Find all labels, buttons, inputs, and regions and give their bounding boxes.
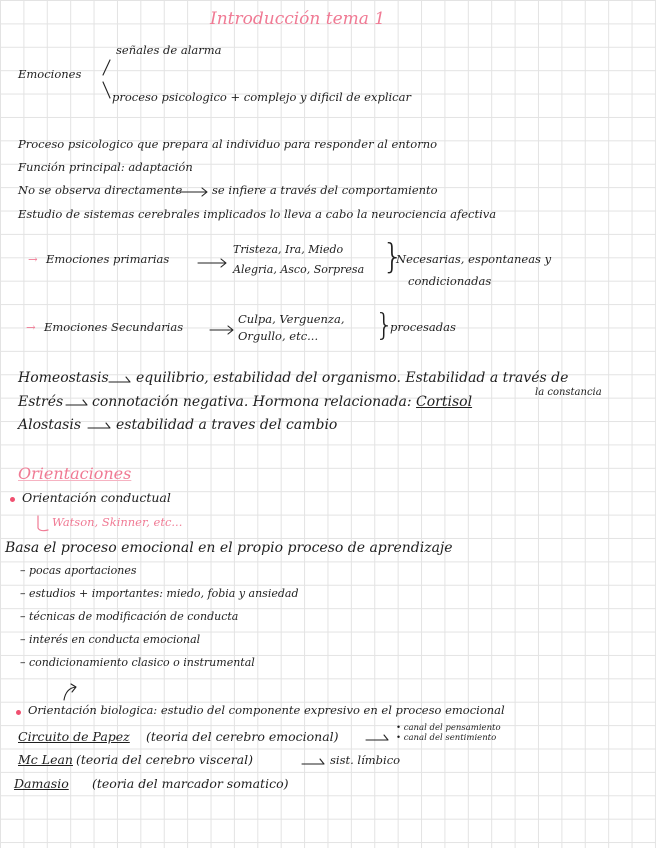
secundarias-label: Emociones Secundarias — [44, 320, 184, 334]
list-item-text: interés en conducta emocional — [29, 633, 201, 646]
list-item: – técnicas de modificación de conducta — [20, 610, 239, 623]
homeostasis-note: la constancia — [535, 387, 602, 398]
homeostasis-term: Homeostasis — [18, 370, 109, 386]
secundarias-row1: Culpa, Verguenza, — [238, 312, 345, 326]
list-item-text: condicionamiento clasico o instrumental — [29, 656, 255, 669]
primarias-note1: Necesarias, espontaneas y — [396, 252, 552, 266]
canal-item: • canal del sentimiento — [396, 733, 497, 743]
list-item-text: pocas aportaciones — [29, 564, 137, 577]
conductual-summary: Basa el proceso emocional en el propio proceso de aprendizaje — [5, 540, 453, 556]
arrow-icon — [88, 423, 110, 428]
arrow-icon: → — [26, 320, 36, 334]
primarias-row1: Tristeza, Ira, Miedo — [233, 243, 344, 256]
list-item: – pocas aportaciones — [20, 564, 137, 577]
maclean-desc: (teoria del cerebro visceral) — [76, 752, 254, 767]
secundarias-note: procesadas — [390, 320, 456, 334]
primarias-row2: Alegria, Asco, Sorpresa — [233, 263, 365, 276]
curve-arrow-icon — [64, 684, 76, 700]
conductual-authors: Watson, Skinner, etc... — [52, 515, 183, 529]
primarias-label: Emociones primarias — [46, 252, 170, 266]
definition-line: Proceso psicologico que prepara al individuo para responder al entorno — [18, 137, 438, 151]
study-line: Estudio de sistemas cerebrales implicados lo lleva a cabo la neurociencia afectiva — [18, 207, 497, 221]
arrow-icon — [109, 377, 130, 382]
arrow-icon: → — [28, 252, 38, 266]
emociones-branch-bottom: proceso psicologico + complejo y dificil de explicar — [112, 90, 411, 104]
alostasis-term: Alostasis — [18, 417, 82, 433]
emociones-branch-top: señales de alarma — [116, 43, 222, 57]
conductual-heading: Orientación conductual — [22, 490, 171, 505]
list-item: – estudios + importantes: miedo, fobia y ansiedad — [20, 587, 299, 600]
arrow-icon — [366, 735, 388, 740]
function-line: Función principal: adaptación — [18, 160, 193, 174]
papez-desc: (teoria del cerebro emocional) — [146, 729, 339, 744]
biologica-heading: Orientación biologica: estudio del componente expresivo en el proceso emocional — [28, 703, 505, 717]
damasio-desc: (teoria del marcador somatico) — [92, 776, 289, 791]
estres-hormone: Cortisol — [416, 394, 473, 410]
hook-arrow-icon — [38, 516, 48, 531]
arrow-icon — [302, 759, 324, 764]
arrow-icon — [198, 259, 226, 267]
page-title: Introducción tema 1 — [210, 9, 386, 29]
primarias-note2: condicionadas — [408, 274, 492, 288]
arrow-icon — [210, 326, 233, 334]
list-item: – interés en conducta emocional — [20, 633, 201, 646]
list-item-text: estudios + importantes: miedo, fobia y ansiedad — [29, 587, 299, 600]
canal-item: • canal del pensamiento — [396, 723, 501, 733]
brace-icon: } — [382, 237, 404, 277]
branch-line-top — [103, 60, 110, 75]
list-item: – condicionamiento clasico o instrumental — [20, 656, 255, 669]
estres-def-text: connotación negativa. Hormona relacionada: — [92, 394, 417, 410]
observation-line-a: No se observa directamente — [18, 183, 183, 197]
section-heading: Orientaciones — [18, 464, 132, 483]
observation-line-b: se infiere a través del comportamiento — [212, 183, 438, 197]
arrow-icon — [180, 188, 207, 196]
secundarias-row2: Orgullo, etc... — [238, 329, 319, 343]
alostasis-def: estabilidad a traves del cambio — [116, 417, 338, 433]
damasio-term: Damasio — [14, 776, 69, 791]
canal-text: canal del sentimiento — [403, 733, 497, 743]
emociones-label: Emociones — [18, 67, 82, 81]
homeostasis-def: equilibrio, estabilidad del organismo. Estabilidad a través de — [136, 370, 569, 386]
brace-icon: } — [375, 308, 395, 343]
list-item-text: técnicas de modificación de conducta — [29, 610, 239, 623]
canal-text: canal del pensamiento — [403, 723, 501, 733]
arrow-icon — [66, 400, 87, 405]
estres-term: Estrés — [18, 394, 64, 410]
maclean-term: Mc Lean — [18, 752, 73, 767]
limbico-text: sist. límbico — [330, 753, 401, 767]
papez-term: Circuito de Papez — [18, 729, 130, 744]
branch-line-bottom — [103, 82, 110, 98]
